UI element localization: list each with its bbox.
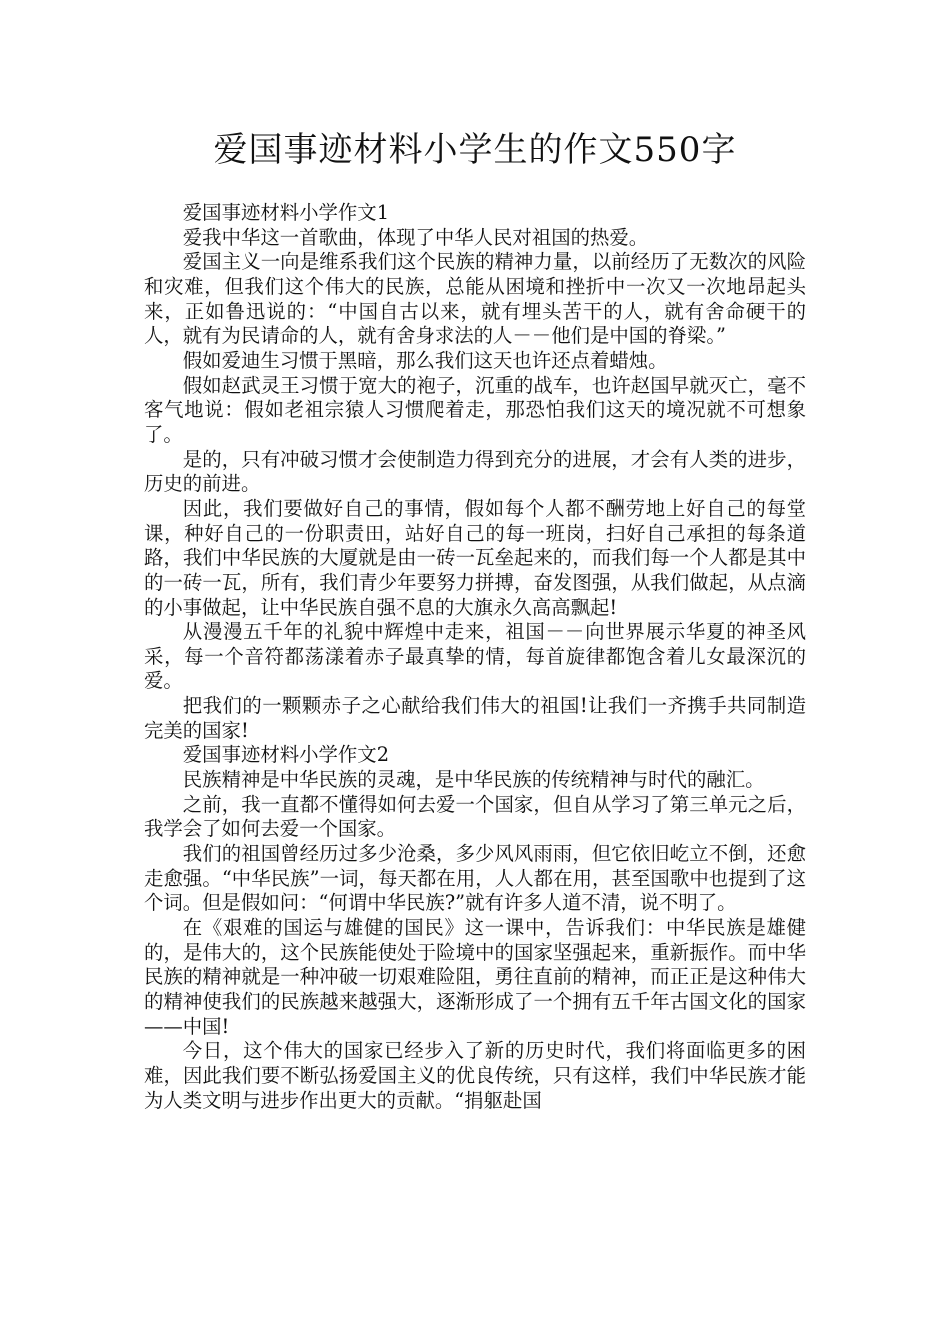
document-body: [144, 201, 806, 1113]
paragraph: 我们的祖国曾经历过多少沧桑，多少风风雨雨，但它依旧屹立不倒，还愈走愈强。“中华民族”一词，每天都在用，人人都在用，甚至国歌中也提到了这个词。但是假如问：“何谓中华民族?”就有许多人道不清，说不明了。: [144, 842, 806, 915]
paragraph: 因此，我们要做好自己的事情，假如每个人都不酬劳地上好自己的每堂课，种好自己的一份职责田，站好自己的每一班岗，扫好自己承担的每条道路，我们中华民族的大厦就是由一砖一瓦垒起来的，而我们每一个人都是其中的一砖一瓦，所有，我们青少年要努力拼搏，奋发图强，从我们做起，从点滴的小事做起，让中华民族自强不息的大旗永久高高飘起!: [144, 496, 806, 619]
paragraph: 爱国主义一向是维系我们这个民族的精神力量，以前经历了无数次的风险和灾难，但我们这个伟大的民族，总能从困境和挫折中一次又一次地昂起头来，正如鲁迅说的：“中国自古以来，就有埋头苦干的人，就有舍命硬干的人，就有为民请命的人，就有舍身求法的人－－他们是中国的脊梁。”: [144, 250, 806, 348]
paragraph: 民族精神是中华民族的灵魂，是中华民族的传统精神与时代的融汇。: [182, 768, 765, 792]
paragraph: 之前，我一直都不懂得如何去爱一个国家，但自从学习了第三单元之后，我学会了如何去爱一个国家。: [144, 792, 806, 841]
section-heading-essay-2: 爱国事迹材料小学作文2: [182, 743, 390, 767]
section-heading-essay-1: 爱国事迹材料小学作文1: [182, 201, 390, 224]
paragraph: 假如爱迪生习惯于黑暗，那么我们这天也许还点着蜡烛。: [182, 348, 668, 372]
paragraph: 假如赵武灵王习惯于宽大的袍子，沉重的战车，也许赵国早就灭亡，毫不客气地说：假如老祖宗猿人习惯爬着走，那恐怕我们这天的境况就不可想象了。: [144, 373, 806, 446]
paragraph: 今日，这个伟大的国家已经步入了新的历史时代，我们将面临更多的困难，因此我们要不断弘扬爱国主义的优良传统，只有这样，我们中华民族才能为人类文明与进步作出更大的贡献。“捐躯赴国: [144, 1039, 806, 1112]
paragraph: 把我们的一颗颗赤子之心献给我们伟大的祖国!让我们一齐携手共同制造完美的国家!: [144, 694, 806, 742]
paragraph: 从漫漫五千年的礼貌中辉煌中走来，祖国－－向世界展示华夏的神圣风采，每一个音符都荡漾着赤子最真挚的情，每首旋律都饱含着儿女最深沉的爱。: [144, 620, 806, 693]
paragraph: 在《艰难的国运与雄健的国民》这一课中，告诉我们：中华民族是雄健的，是伟大的，这个民族能使处于险境中的国家坚强起来，重新振作。而中华民族的精神就是一种冲破一切艰难险阻，勇往直前的精神，而正正是这种伟大的精神使我们的民族越来越强大，逐渐形成了一个拥有五千年古国文化的国家——中国!: [144, 916, 806, 1038]
paragraph: 是的，只有冲破习惯才会使制造力得到充分的进展，才会有人类的进步，历史的前进。: [144, 447, 806, 496]
document-title: 爱国事迹材料小学生的作文550字: [213, 130, 737, 170]
paragraph: 爱我中华这一首歌曲，体现了中华人民对祖国的热爱。: [182, 225, 649, 249]
